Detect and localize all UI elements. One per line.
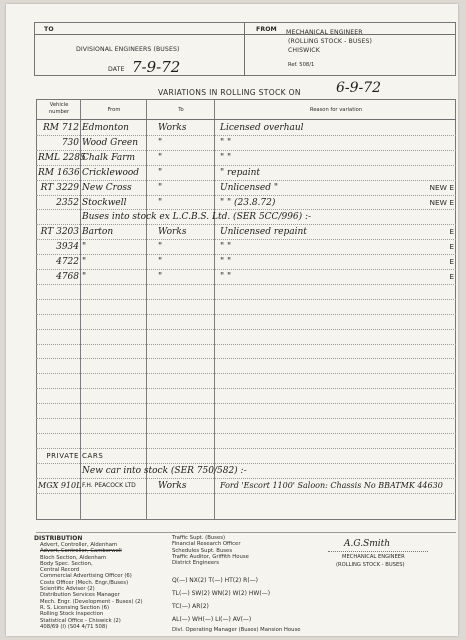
distribution-item: Costs Officer (Mech. Engr./Buses) (40, 579, 129, 586)
table-cell-from: Wood Green (82, 137, 139, 148)
distribution-item: Traffic Auditor, Griffith House (172, 553, 249, 560)
table-cell-reason: " " (220, 242, 232, 253)
to-recipient: DIVISIONAL ENGINEERS (BUSES) (76, 46, 180, 53)
table-cell-from: New Cross (82, 182, 132, 193)
table-cell-to: Works (158, 227, 187, 238)
table-cell-from (82, 434, 150, 448)
table-cell-vehicle: 3934 (56, 242, 79, 253)
table-cell-reason (220, 404, 430, 418)
table-cell-from (82, 315, 150, 329)
district-code-line: TL(—) SW(2) WN(2) W(2) HW(—) (172, 590, 271, 597)
table-cell-vehicle: 730 (61, 137, 79, 148)
table-cell-vehicle: RM 1636 (38, 167, 80, 178)
table-cell-flag: NEW E (429, 197, 454, 207)
column-header-to: To (178, 107, 184, 113)
table-cell-to (158, 359, 212, 373)
table-cell-vehicle (38, 359, 79, 373)
distribution-item: Mech. Engr. (Development - Buses) (2) (40, 598, 143, 605)
table-cell-to (158, 374, 212, 388)
table-cell-reason: " " (220, 152, 232, 163)
from-line-1: MECHANICAL ENGINEER (286, 29, 363, 36)
table-cell-reason (220, 359, 430, 373)
table-cell-from: Chalk Farm (82, 152, 136, 163)
table-cell-reason (220, 285, 430, 299)
table-cell-vehicle (38, 434, 79, 448)
distribution-item: Advert, Controller, Aldenham (40, 542, 118, 548)
distribution-item: Schedules Supt. Buses (172, 547, 233, 554)
table-cell-to: " (158, 152, 163, 163)
district-code-line: AL(—) WH(—) LI(—) AV(—) (172, 616, 252, 623)
district-code-line: TC(—) AR(2) (172, 603, 209, 610)
distribution-item: R. S. Licensing Section (6) (40, 604, 110, 611)
table-cell-flag (406, 359, 454, 373)
table-cell-to (158, 345, 212, 359)
table-cell-vehicle (38, 210, 79, 224)
table-cell-reason (220, 449, 430, 463)
page-title: VARIATIONS IN ROLLING STOCK ON (158, 88, 301, 97)
table-cell-flag: E (449, 257, 454, 267)
table-cell-flag (406, 479, 454, 493)
table-cell-flag: NEW E (429, 182, 454, 192)
distribution-item: Rolling Stock Inspection (40, 611, 104, 618)
table-cell-reason: Unlicensed repaint (220, 227, 307, 238)
table-cell-vehicle: RML 2285 (38, 152, 86, 163)
column-header-reason: Reason for variation (309, 107, 363, 113)
distribution-item: Traffic Supt. (Buses) (172, 535, 226, 541)
signature-title-1: MECHANICAL ENGINEER (342, 554, 405, 560)
table-cell-vehicle (38, 419, 79, 433)
table-cell-vehicle: RT 3203 (40, 227, 79, 238)
table-cell-flag (406, 136, 454, 150)
table-cell-reason (220, 315, 430, 329)
table-cell-vehicle (38, 464, 79, 478)
table-cell-from (82, 300, 150, 314)
distribution-item: Commercial Advertising Officer (6) (40, 573, 132, 580)
column-header-from: From (107, 107, 121, 113)
table-cell-flag (406, 210, 454, 224)
table-cell-reason (220, 345, 430, 359)
table-cell-to (158, 300, 212, 314)
from-label: FROM (256, 26, 277, 33)
table-cell-from (82, 419, 150, 433)
table-cell-reason (220, 464, 430, 478)
table-cell-reason (220, 300, 430, 314)
table-cell-reason: Licensed overhaul (220, 123, 304, 133)
table-cell-to: " (158, 242, 163, 253)
table-cell-from (82, 345, 150, 359)
table-cell-reason: Unlicensed " (220, 182, 279, 193)
table-cell-flag: E (449, 227, 454, 237)
table-cell-to: " (158, 272, 163, 282)
from-line-3: CHISWICK (288, 47, 320, 54)
table-cell-from: CARS (82, 451, 104, 460)
signature: A.G.Smith (344, 539, 391, 549)
table-cell-reason (220, 374, 430, 388)
table-cell-to: " (158, 182, 163, 193)
table-cell-from: Cricklewood (82, 167, 140, 178)
title-date: 6-9-72 (336, 80, 382, 96)
table-cell-from: " (82, 257, 87, 268)
table-cell-vehicle (38, 374, 79, 388)
column-divider-to (214, 99, 215, 520)
table-cell-to (158, 464, 212, 478)
distribution-item: 408/69 (I) (S04 4/71 508) (40, 623, 108, 630)
signature-title-2: (ROLLING STOCK - BUSES) (336, 562, 405, 568)
to-label: TO (44, 26, 54, 33)
table-cell-to (158, 389, 212, 403)
table-cell-vehicle: 2352 (56, 197, 79, 208)
table-cell-vehicle (38, 389, 79, 403)
table-cell-from: " (82, 242, 87, 253)
table-cell-to (158, 419, 212, 433)
distribution-item: Central Record (40, 567, 80, 574)
table-cell-to (158, 404, 212, 418)
document-sheet (6, 4, 458, 636)
table-cell-reason: " " (220, 257, 232, 268)
table-cell-to (158, 434, 212, 448)
table-cell-flag (406, 345, 454, 359)
table-cell-reason (220, 434, 430, 448)
table-cell-from: Buses into stock ex L.C.B.S. Ltd. (SER 5CC/996) :- (82, 212, 312, 223)
distribution-item: Advert, Controller, Camberwell (40, 548, 122, 555)
table-cell-reason (220, 389, 430, 403)
distribution-item: Scientific Adviser (2) (40, 586, 95, 593)
table-cell-reason (220, 210, 430, 224)
header-divider (244, 22, 245, 76)
distribution-rule (36, 532, 456, 533)
table-cell-to (158, 285, 212, 299)
distribution-item: Bloch Section, Aldenham (40, 554, 107, 561)
table-cell-flag (406, 300, 454, 314)
table-cell-reason (220, 330, 430, 344)
table-row-rule (36, 493, 456, 494)
table-cell-reason: Ford 'Escort 1100' Saloon: Chassis No BBATMK 44630 (220, 480, 443, 490)
table-cell-flag: E (449, 272, 454, 281)
table-cell-to: Works (158, 480, 187, 491)
table-cell-from (82, 285, 150, 299)
distribution-item: Distribution Services Manager (40, 592, 120, 599)
distribution-footer: Divl. Operating Manager (Buses) Mansion House (172, 627, 301, 633)
table-cell-to (158, 315, 212, 329)
distribution-item: District Engineers (172, 560, 220, 567)
table-cell-reason: " " (220, 137, 232, 148)
table-cell-from (82, 389, 150, 403)
table-cell-flag: E (449, 242, 454, 252)
district-code-line: Q(—) NX(2) T(—) HT(2) R(—) (172, 577, 259, 584)
table-cell-flag (406, 449, 454, 463)
table-cell-vehicle (38, 345, 79, 359)
table-cell-vehicle (38, 330, 79, 344)
table-cell-reason (220, 419, 430, 433)
table-cell-to (158, 330, 212, 344)
signature-line (328, 551, 428, 552)
table-cell-flag (406, 121, 454, 135)
table-cell-flag (406, 464, 454, 478)
table-cell-vehicle: PRIVATE (46, 451, 79, 460)
table-cell-vehicle: 4768 (56, 272, 79, 282)
table-cell-vehicle: RM 712 (42, 123, 79, 133)
table-cell-flag (406, 389, 454, 403)
header-row-underline (36, 119, 456, 120)
table-cell-flag (406, 404, 454, 418)
table-cell-reason: " " (23.8.72) (220, 197, 276, 208)
table-cell-from: Stockwell (82, 197, 127, 208)
table-cell-from: " (82, 272, 87, 282)
table-cell-reason: " " (220, 272, 232, 282)
table-cell-flag (406, 151, 454, 165)
table-cell-flag (406, 315, 454, 329)
table-cell-to: " (158, 257, 163, 268)
table-cell-vehicle: RT 3229 (40, 182, 79, 193)
table-cell-flag (406, 374, 454, 388)
table-cell-from: F.H. PEACOCK LTD (82, 481, 136, 489)
table-cell-from (82, 359, 150, 373)
header-date: 7-9-72 (132, 58, 181, 76)
table-cell-flag (406, 419, 454, 433)
table-cell-flag (406, 434, 454, 448)
table-cell-to: Works (158, 123, 187, 133)
table-cell-to: " (158, 197, 163, 208)
table-cell-flag (406, 285, 454, 299)
table-cell-flag (406, 330, 454, 344)
table-cell-from: New car into stock (SER 750/582) :- (82, 465, 247, 476)
table-cell-vehicle: 4722 (56, 257, 79, 268)
district-codes (172, 574, 270, 626)
table-cell-vehicle: MGX 910L (38, 480, 82, 490)
table-cell-from: Edmonton (82, 123, 129, 133)
distribution-list-1 (40, 542, 143, 630)
distribution-item: Statistical Office - Chiswick (2) (40, 617, 121, 624)
header-to-underline (34, 34, 244, 35)
table-cell-to (158, 210, 212, 224)
date-label: DATE (108, 66, 125, 73)
table-cell-reason: " repaint (220, 167, 261, 178)
table-cell-to (158, 449, 212, 463)
distribution-list-2 (172, 535, 249, 566)
distribution-item: Body Spec. Section, (40, 560, 93, 567)
table-cell-vehicle (38, 404, 79, 418)
distribution-item: Financial Research Officer (172, 541, 241, 548)
table-cell-from (82, 330, 150, 344)
from-line-2: (ROLLING STOCK - BUSES) (288, 38, 373, 45)
table-cell-from: Barton (82, 227, 114, 238)
table-cell-vehicle (38, 285, 79, 299)
table-cell-vehicle (38, 315, 79, 329)
column-header-vehicle: Vehicle number (48, 102, 70, 115)
table-cell-from (82, 404, 150, 418)
table-cell-to: " (158, 167, 163, 178)
table-cell-flag (406, 166, 454, 180)
distribution-heading: DISTRIBUTION (34, 535, 83, 542)
table-cell-to: " (158, 137, 163, 148)
table-cell-from (82, 374, 150, 388)
reference-number: Ref. 508/1 (288, 62, 315, 68)
table-cell-vehicle (38, 300, 79, 314)
